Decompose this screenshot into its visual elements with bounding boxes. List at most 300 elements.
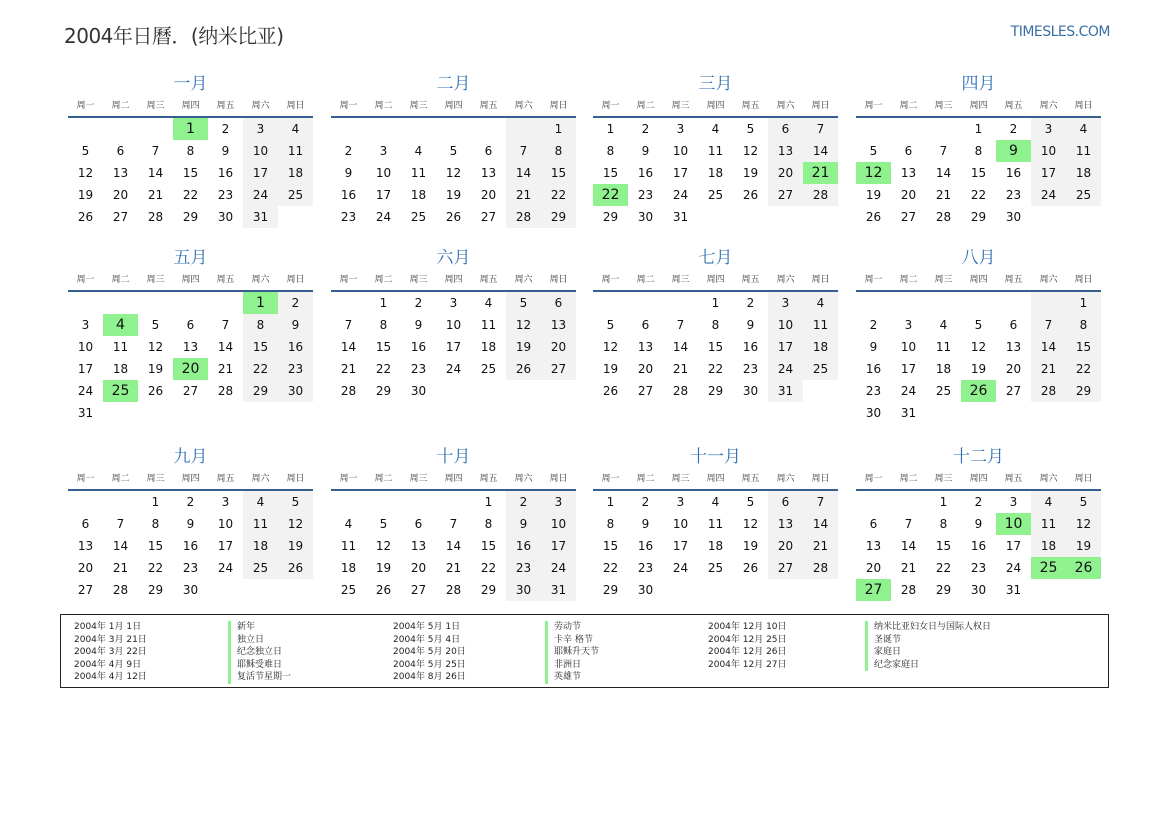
day-cell[interactable]: 2 [278, 292, 313, 314]
day-cell[interactable]: 11 [935, 340, 952, 354]
day-cell[interactable]: 28 [217, 384, 234, 398]
day-cell[interactable]: 14 [900, 539, 917, 553]
day-cell[interactable]: 21 [147, 188, 164, 202]
day-cell[interactable]: 26 [147, 384, 164, 398]
day-cell[interactable]: 23 [865, 384, 882, 398]
day-cell[interactable]: 22 [1066, 358, 1101, 380]
day-cell[interactable]: 28 [803, 184, 838, 206]
day-cell[interactable]: 23 [506, 557, 541, 579]
day-cell[interactable]: 31 [77, 406, 94, 420]
day-cell[interactable]: 21 [803, 162, 838, 184]
day-cell[interactable]: 27 [410, 583, 427, 597]
day-cell[interactable]: 29 [375, 384, 392, 398]
day-cell[interactable]: 25 [1031, 557, 1066, 579]
day-cell[interactable]: 22 [970, 188, 987, 202]
day-cell[interactable]: 15 [707, 340, 724, 354]
day-cell[interactable]: 18 [410, 188, 427, 202]
day-cell[interactable]: 25 [243, 557, 278, 579]
day-cell[interactable]: 11 [707, 144, 724, 158]
day-cell[interactable]: 21 [217, 362, 234, 376]
day-cell[interactable]: 14 [1031, 336, 1066, 358]
day-cell[interactable]: 11 [480, 318, 497, 332]
day-cell[interactable]: 27 [182, 384, 199, 398]
day-cell[interactable]: 26 [77, 210, 94, 224]
day-cell[interactable]: 13 [865, 539, 882, 553]
day-cell[interactable]: 13 [182, 340, 199, 354]
day-cell[interactable]: 29 [602, 583, 619, 597]
day-cell[interactable]: 6 [116, 144, 125, 158]
day-cell[interactable]: 1 [1066, 292, 1101, 314]
day-cell[interactable]: 15 [602, 539, 619, 553]
day-cell[interactable]: 9 [974, 517, 983, 531]
day-cell[interactable]: 18 [112, 362, 129, 376]
day-cell[interactable]: 25 [480, 362, 497, 376]
day-cell[interactable]: 3 [676, 122, 685, 136]
day-cell[interactable]: 23 [970, 561, 987, 575]
day-cell[interactable]: 17 [541, 535, 576, 557]
day-cell[interactable]: 4 [803, 292, 838, 314]
day-cell[interactable]: 25 [803, 358, 838, 380]
day-cell[interactable]: 6 [1009, 318, 1018, 332]
day-cell[interactable]: 1 [243, 292, 278, 314]
day-cell[interactable]: 13 [768, 140, 803, 162]
day-cell[interactable]: 21 [445, 561, 462, 575]
day-cell[interactable]: 18 [707, 539, 724, 553]
day-cell[interactable]: 7 [221, 318, 230, 332]
day-cell[interactable]: 27 [856, 579, 891, 601]
day-cell[interactable]: 31 [768, 380, 803, 402]
day-cell[interactable]: 23 [637, 188, 654, 202]
day-cell[interactable]: 29 [480, 583, 497, 597]
day-cell[interactable]: 16 [637, 539, 654, 553]
day-cell[interactable]: 22 [935, 561, 952, 575]
day-cell[interactable]: 27 [1005, 384, 1022, 398]
day-cell[interactable]: 30 [217, 210, 234, 224]
day-cell[interactable]: 10 [77, 340, 94, 354]
day-cell[interactable]: 3 [449, 296, 458, 310]
day-cell[interactable]: 21 [340, 362, 357, 376]
day-cell[interactable]: 5 [506, 292, 541, 314]
day-cell[interactable]: 5 [81, 144, 90, 158]
day-cell[interactable]: 16 [217, 166, 234, 180]
day-cell[interactable]: 27 [768, 184, 803, 206]
day-cell[interactable]: 5 [869, 144, 878, 158]
day-cell[interactable]: 29 [243, 380, 278, 402]
day-cell[interactable]: 2 [974, 495, 983, 509]
day-cell[interactable]: 2 [641, 122, 650, 136]
day-cell[interactable]: 28 [935, 210, 952, 224]
day-cell[interactable]: 12 [77, 166, 94, 180]
day-cell[interactable]: 14 [506, 162, 541, 184]
day-cell[interactable]: 26 [865, 210, 882, 224]
day-cell[interactable]: 23 [637, 561, 654, 575]
day-cell[interactable]: 1 [606, 495, 615, 509]
day-cell[interactable]: 22 [707, 362, 724, 376]
day-cell[interactable]: 29 [970, 210, 987, 224]
day-cell[interactable]: 25 [707, 188, 724, 202]
day-cell[interactable]: 24 [445, 362, 462, 376]
day-cell[interactable]: 12 [445, 166, 462, 180]
day-cell[interactable]: 6 [904, 144, 913, 158]
day-cell[interactable]: 12 [742, 144, 759, 158]
day-cell[interactable]: 12 [856, 162, 891, 184]
day-cell[interactable]: 23 [340, 210, 357, 224]
day-cell[interactable]: 19 [77, 188, 94, 202]
day-cell[interactable]: 21 [900, 561, 917, 575]
day-cell[interactable]: 8 [186, 144, 195, 158]
day-cell[interactable]: 24 [1005, 561, 1022, 575]
day-cell[interactable]: 12 [742, 517, 759, 531]
day-cell[interactable]: 6 [768, 118, 803, 140]
day-cell[interactable]: 4 [939, 318, 948, 332]
day-cell[interactable]: 12 [147, 340, 164, 354]
day-cell[interactable]: 13 [410, 539, 427, 553]
day-cell[interactable]: 18 [707, 166, 724, 180]
day-cell[interactable]: 25 [278, 184, 313, 206]
day-cell[interactable]: 4 [1031, 491, 1066, 513]
day-cell[interactable]: 30 [1005, 210, 1022, 224]
day-cell[interactable]: 9 [414, 318, 423, 332]
day-cell[interactable]: 5 [151, 318, 160, 332]
day-cell[interactable]: 10 [996, 513, 1031, 535]
day-cell[interactable]: 23 [410, 362, 427, 376]
day-cell[interactable]: 27 [480, 210, 497, 224]
day-cell[interactable]: 13 [77, 539, 94, 553]
day-cell[interactable]: 4 [711, 495, 720, 509]
day-cell[interactable]: 27 [77, 583, 94, 597]
day-cell[interactable]: 22 [375, 362, 392, 376]
day-cell[interactable]: 30 [637, 583, 654, 597]
day-cell[interactable]: 2 [414, 296, 423, 310]
day-cell[interactable]: 30 [637, 210, 654, 224]
day-cell[interactable]: 16 [1005, 166, 1022, 180]
day-cell[interactable]: 3 [1031, 118, 1066, 140]
day-cell[interactable]: 9 [869, 340, 878, 354]
day-cell[interactable]: 26 [602, 384, 619, 398]
day-cell[interactable]: 8 [1066, 314, 1101, 336]
day-cell[interactable]: 31 [900, 406, 917, 420]
day-cell[interactable]: 9 [221, 144, 230, 158]
day-cell[interactable]: 27 [637, 384, 654, 398]
day-cell[interactable]: 1 [711, 296, 720, 310]
day-cell[interactable]: 8 [379, 318, 388, 332]
day-cell[interactable]: 28 [147, 210, 164, 224]
day-cell[interactable]: 31 [1005, 583, 1022, 597]
day-cell[interactable]: 11 [112, 340, 129, 354]
day-cell[interactable]: 8 [243, 314, 278, 336]
day-cell[interactable]: 24 [768, 358, 803, 380]
day-cell[interactable]: 4 [103, 314, 138, 336]
day-cell[interactable]: 19 [445, 188, 462, 202]
day-cell[interactable]: 9 [641, 517, 650, 531]
day-cell[interactable]: 16 [182, 539, 199, 553]
day-cell[interactable]: 1 [939, 495, 948, 509]
day-cell[interactable]: 24 [1031, 184, 1066, 206]
day-cell[interactable]: 12 [970, 340, 987, 354]
day-cell[interactable]: 31 [243, 206, 278, 228]
day-cell[interactable]: 2 [1009, 122, 1018, 136]
day-cell[interactable]: 5 [606, 318, 615, 332]
day-cell[interactable]: 10 [217, 517, 234, 531]
day-cell[interactable]: 28 [803, 557, 838, 579]
day-cell[interactable]: 26 [742, 561, 759, 575]
day-cell[interactable]: 8 [541, 140, 576, 162]
day-cell[interactable]: 13 [637, 340, 654, 354]
day-cell[interactable]: 22 [243, 358, 278, 380]
day-cell[interactable]: 7 [676, 318, 685, 332]
day-cell[interactable]: 29 [707, 384, 724, 398]
day-cell[interactable]: 25 [410, 210, 427, 224]
day-cell[interactable]: 28 [340, 384, 357, 398]
day-cell[interactable]: 31 [541, 579, 576, 601]
day-cell[interactable]: 20 [112, 188, 129, 202]
day-cell[interactable]: 24 [243, 184, 278, 206]
day-cell[interactable]: 4 [711, 122, 720, 136]
day-cell[interactable]: 13 [768, 513, 803, 535]
day-cell[interactable]: 7 [116, 517, 125, 531]
day-cell[interactable]: 16 [742, 340, 759, 354]
day-cell[interactable]: 4 [344, 517, 353, 531]
day-cell[interactable]: 2 [221, 122, 230, 136]
day-cell[interactable]: 19 [742, 166, 759, 180]
day-cell[interactable]: 14 [445, 539, 462, 553]
day-cell[interactable]: 23 [742, 362, 759, 376]
day-cell[interactable]: 24 [541, 557, 576, 579]
day-cell[interactable]: 10 [243, 140, 278, 162]
day-cell[interactable]: 24 [900, 384, 917, 398]
day-cell[interactable]: 15 [1066, 336, 1101, 358]
day-cell[interactable]: 7 [449, 517, 458, 531]
day-cell[interactable]: 12 [278, 513, 313, 535]
day-cell[interactable]: 9 [278, 314, 313, 336]
day-cell[interactable]: 16 [970, 539, 987, 553]
day-cell[interactable]: 23 [1005, 188, 1022, 202]
day-cell[interactable]: 7 [803, 118, 838, 140]
day-cell[interactable]: 17 [672, 539, 689, 553]
day-cell[interactable]: 17 [900, 362, 917, 376]
day-cell[interactable]: 21 [803, 535, 838, 557]
day-cell[interactable]: 10 [672, 144, 689, 158]
day-cell[interactable]: 2 [869, 318, 878, 332]
day-cell[interactable]: 7 [1031, 314, 1066, 336]
day-cell[interactable]: 14 [112, 539, 129, 553]
day-cell[interactable]: 3 [379, 144, 388, 158]
day-cell[interactable]: 7 [344, 318, 353, 332]
day-cell[interactable]: 15 [970, 166, 987, 180]
day-cell[interactable]: 20 [480, 188, 497, 202]
day-cell[interactable]: 11 [707, 517, 724, 531]
day-cell[interactable]: 9 [506, 513, 541, 535]
day-cell[interactable]: 21 [1031, 358, 1066, 380]
day-cell[interactable]: 18 [803, 336, 838, 358]
day-cell[interactable]: 29 [147, 583, 164, 597]
day-cell[interactable]: 19 [506, 336, 541, 358]
day-cell[interactable]: 17 [1031, 162, 1066, 184]
day-cell[interactable]: 30 [410, 384, 427, 398]
day-cell[interactable]: 14 [340, 340, 357, 354]
day-cell[interactable]: 1 [484, 495, 493, 509]
day-cell[interactable]: 13 [541, 314, 576, 336]
day-cell[interactable]: 6 [81, 517, 90, 531]
day-cell[interactable]: 20 [541, 336, 576, 358]
day-cell[interactable]: 30 [742, 384, 759, 398]
day-cell[interactable]: 15 [182, 166, 199, 180]
day-cell[interactable]: 9 [186, 517, 195, 531]
day-cell[interactable]: 13 [480, 166, 497, 180]
day-cell[interactable]: 21 [506, 184, 541, 206]
day-cell[interactable]: 23 [278, 358, 313, 380]
day-cell[interactable]: 12 [506, 314, 541, 336]
day-cell[interactable]: 4 [414, 144, 423, 158]
day-cell[interactable]: 26 [375, 583, 392, 597]
day-cell[interactable]: 29 [935, 583, 952, 597]
day-cell[interactable]: 20 [768, 162, 803, 184]
day-cell[interactable]: 21 [935, 188, 952, 202]
day-cell[interactable]: 8 [711, 318, 720, 332]
day-cell[interactable]: 2 [641, 495, 650, 509]
day-cell[interactable]: 7 [506, 140, 541, 162]
day-cell[interactable]: 8 [939, 517, 948, 531]
day-cell[interactable]: 26 [961, 380, 996, 402]
day-cell[interactable]: 19 [970, 362, 987, 376]
brand-logo-text[interactable]: TIMESLES.COM [1010, 24, 1110, 40]
day-cell[interactable]: 15 [480, 539, 497, 553]
day-cell[interactable]: 6 [484, 144, 493, 158]
day-cell[interactable]: 16 [637, 166, 654, 180]
day-cell[interactable]: 17 [768, 336, 803, 358]
day-cell[interactable]: 22 [480, 561, 497, 575]
day-cell[interactable]: 5 [746, 122, 755, 136]
day-cell[interactable]: 30 [865, 406, 882, 420]
day-cell[interactable]: 9 [746, 318, 755, 332]
day-cell[interactable]: 8 [151, 517, 160, 531]
day-cell[interactable]: 19 [602, 362, 619, 376]
day-cell[interactable]: 22 [541, 184, 576, 206]
day-cell[interactable]: 15 [602, 166, 619, 180]
day-cell[interactable]: 3 [81, 318, 90, 332]
day-cell[interactable]: 15 [935, 539, 952, 553]
day-cell[interactable]: 27 [112, 210, 129, 224]
day-cell[interactable]: 14 [803, 513, 838, 535]
day-cell[interactable]: 19 [1066, 535, 1101, 557]
day-cell[interactable]: 7 [151, 144, 160, 158]
day-cell[interactable]: 3 [221, 495, 230, 509]
day-cell[interactable]: 16 [278, 336, 313, 358]
day-cell[interactable]: 11 [340, 539, 357, 553]
day-cell[interactable]: 8 [484, 517, 493, 531]
day-cell[interactable]: 20 [173, 358, 208, 380]
day-cell[interactable]: 28 [900, 583, 917, 597]
day-cell[interactable]: 6 [641, 318, 650, 332]
day-cell[interactable]: 19 [375, 561, 392, 575]
day-cell[interactable]: 5 [1066, 491, 1101, 513]
day-cell[interactable]: 8 [606, 144, 615, 158]
day-cell[interactable]: 14 [147, 166, 164, 180]
day-cell[interactable]: 1 [541, 118, 576, 140]
day-cell[interactable]: 17 [445, 340, 462, 354]
day-cell[interactable]: 31 [672, 210, 689, 224]
day-cell[interactable]: 16 [865, 362, 882, 376]
day-cell[interactable]: 23 [217, 188, 234, 202]
day-cell[interactable]: 19 [742, 539, 759, 553]
day-cell[interactable]: 24 [217, 561, 234, 575]
day-cell[interactable]: 26 [506, 358, 541, 380]
day-cell[interactable]: 22 [593, 184, 628, 206]
day-cell[interactable]: 30 [506, 579, 541, 601]
day-cell[interactable]: 9 [641, 144, 650, 158]
day-cell[interactable]: 4 [1066, 118, 1101, 140]
day-cell[interactable]: 8 [974, 144, 983, 158]
day-cell[interactable]: 10 [768, 314, 803, 336]
day-cell[interactable]: 2 [186, 495, 195, 509]
day-cell[interactable]: 28 [506, 206, 541, 228]
day-cell[interactable]: 15 [243, 336, 278, 358]
day-cell[interactable]: 18 [1031, 535, 1066, 557]
day-cell[interactable]: 9 [344, 166, 353, 180]
day-cell[interactable]: 4 [278, 118, 313, 140]
day-cell[interactable]: 11 [1066, 140, 1101, 162]
day-cell[interactable]: 20 [637, 362, 654, 376]
day-cell[interactable]: 2 [344, 144, 353, 158]
day-cell[interactable]: 26 [445, 210, 462, 224]
day-cell[interactable]: 10 [900, 340, 917, 354]
day-cell[interactable]: 22 [182, 188, 199, 202]
day-cell[interactable]: 6 [414, 517, 423, 531]
day-cell[interactable]: 16 [410, 340, 427, 354]
day-cell[interactable]: 17 [672, 166, 689, 180]
day-cell[interactable]: 1 [379, 296, 388, 310]
day-cell[interactable]: 26 [1066, 557, 1101, 579]
day-cell[interactable]: 1 [606, 122, 615, 136]
day-cell[interactable]: 29 [602, 210, 619, 224]
day-cell[interactable]: 18 [935, 362, 952, 376]
day-cell[interactable]: 17 [1005, 539, 1022, 553]
day-cell[interactable]: 11 [278, 140, 313, 162]
day-cell[interactable]: 1 [151, 495, 160, 509]
day-cell[interactable]: 15 [375, 340, 392, 354]
day-cell[interactable]: 25 [340, 583, 357, 597]
day-cell[interactable]: 1 [974, 122, 983, 136]
day-cell[interactable]: 28 [112, 583, 129, 597]
day-cell[interactable]: 17 [375, 188, 392, 202]
day-cell[interactable]: 19 [147, 362, 164, 376]
day-cell[interactable]: 28 [445, 583, 462, 597]
day-cell[interactable]: 28 [1031, 380, 1066, 402]
day-cell[interactable]: 20 [865, 561, 882, 575]
day-cell[interactable]: 4 [484, 296, 493, 310]
day-cell[interactable]: 20 [410, 561, 427, 575]
day-cell[interactable]: 14 [803, 140, 838, 162]
day-cell[interactable]: 11 [1031, 513, 1066, 535]
day-cell[interactable]: 6 [869, 517, 878, 531]
day-cell[interactable]: 6 [186, 318, 195, 332]
day-cell[interactable]: 11 [410, 166, 427, 180]
day-cell[interactable]: 24 [77, 384, 94, 398]
day-cell[interactable]: 14 [217, 340, 234, 354]
day-cell[interactable]: 5 [974, 318, 983, 332]
day-cell[interactable]: 14 [935, 166, 952, 180]
day-cell[interactable]: 12 [602, 340, 619, 354]
day-cell[interactable]: 11 [243, 513, 278, 535]
day-cell[interactable]: 3 [904, 318, 913, 332]
day-cell[interactable]: 18 [1066, 162, 1101, 184]
day-cell[interactable]: 22 [147, 561, 164, 575]
day-cell[interactable]: 13 [1005, 340, 1022, 354]
day-cell[interactable]: 27 [541, 358, 576, 380]
day-cell[interactable]: 10 [445, 318, 462, 332]
day-cell[interactable]: 3 [243, 118, 278, 140]
day-cell[interactable]: 25 [103, 380, 138, 402]
